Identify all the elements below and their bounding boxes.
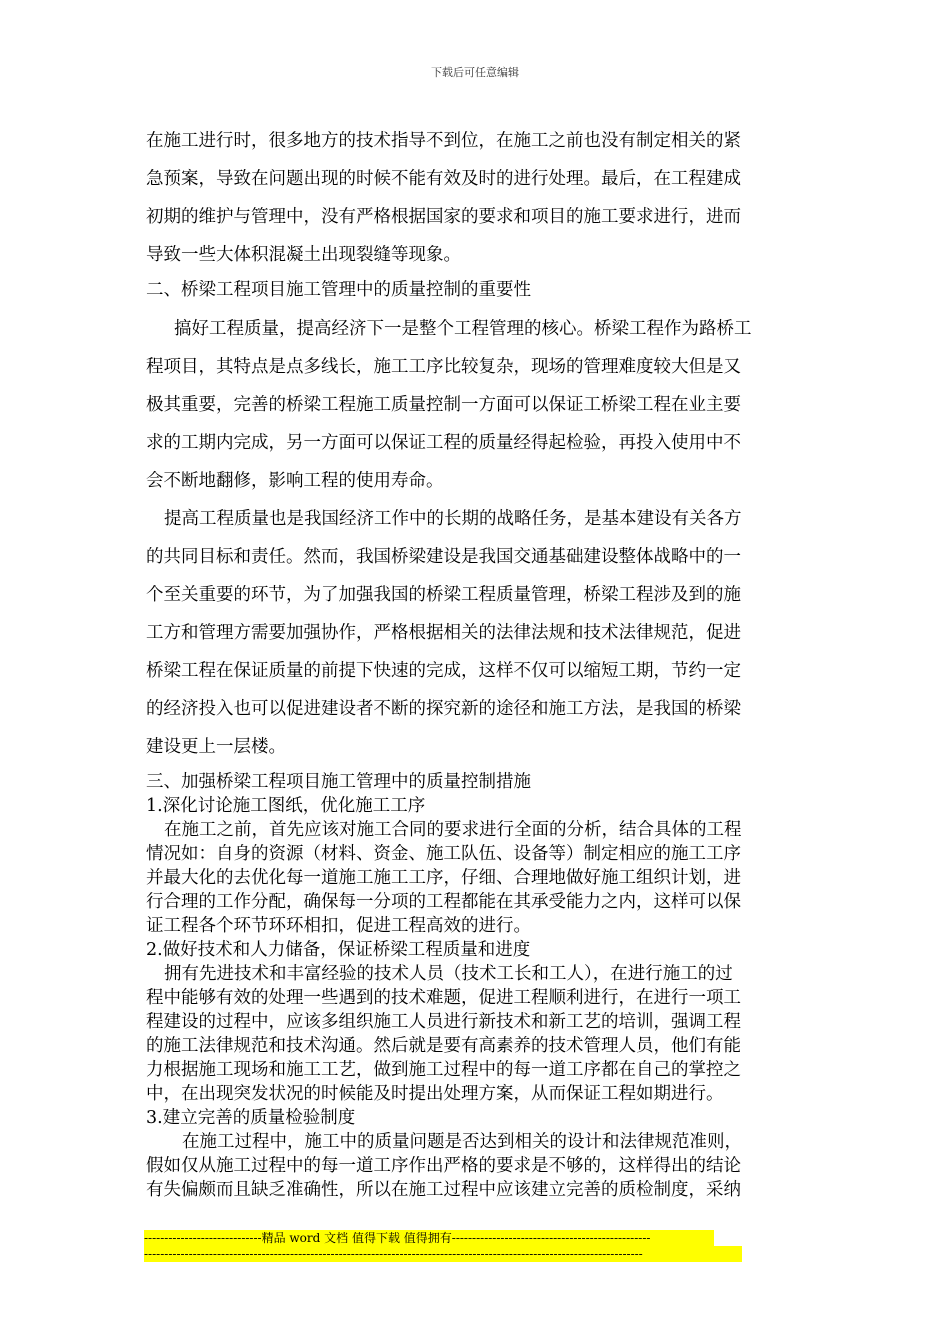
text-line: 拥有先进技术和丰富经验的技术人员（技术工长和工人），在进行施工的过 [164,964,733,984]
section-3 [146,770,806,1202]
text-line: 在施工之前，首先应该对施工合同的要求进行全面的分析，结合具体的工程 [164,820,742,840]
footer-divider: --------------------------------------------------------------------------------------------------------------------------- [144,1246,742,1262]
text-line: 行合理的工作分配，确保每一分项的工程都能在其承受能力之内，这样可以保 [146,892,741,912]
text-line: 导致一些大体积混凝土出现裂缝等现象。 [146,245,461,265]
paragraph-importance-2 [146,500,806,766]
paragraph-continuation [146,122,806,274]
text-line: 极其重要，完善的桥梁工程施工质量控制一方面可以保证工桥梁工程在业主要 [146,395,741,415]
page-footer [144,1230,742,1262]
text-line: 搞好工程质量，提高经济下一是整个工程管理的核心。桥梁工程作为路桥工 [174,319,752,339]
text-line: 个至关重要的环节，为了加强我国的桥梁工程质量管理，桥梁工程涉及到的施 [146,585,741,605]
subsection-heading-2: 2.做好技术和人力储备，保证桥梁工程质量和进度 [146,940,531,960]
text-line: 会不断地翻修，影响工程的使用寿命。 [146,471,444,491]
text-line: 情况如：自身的资源（材料、资金、施工队伍、设备等）制定相应的施工工序 [146,844,741,864]
text-line: 的共同目标和责任。然而，我国桥梁建设是我国交通基础建设整体战略中的一 [146,547,741,567]
text-line: 在施工过程中，施工中的质量问题是否达到相关的设计和法律规范准则， [182,1132,742,1152]
section-heading-3: 三、加强桥梁工程项目施工管理中的质量控制措施 [146,772,531,792]
section-heading-2: 二、桥梁工程项目施工管理中的质量控制的重要性 [146,280,531,300]
text-line: 急预案，导致在问题出现的时候不能有效及时的进行处理。最后，在工程建成 [146,169,741,189]
subsection-heading-3: 3.建立完善的质量检验制度 [146,1108,356,1128]
page-header: 下载后可任意编辑 [431,66,519,79]
paragraph-importance-1 [146,310,806,500]
text-line: 程中能够有效的处理一些遇到的技术难题，促进工程顺利进行，在进行一项工 [146,988,741,1008]
text-line: 提高工程质量也是我国经济工作中的长期的战略任务，是基本建设有关各方 [164,509,742,529]
document-body [146,122,806,1202]
text-line: 初期的维护与管理中，没有严格根据国家的要求和项目的施工要求进行，进而 [146,207,741,227]
text-line: 有失偏颇而且缺乏准确性，所以在施工过程中应该建立完善的质检制度，采纳 [146,1180,741,1200]
text-line: 力根据施工现场和施工工艺，做到施工过程中的每一道工序都在自己的掌控之 [146,1060,741,1080]
text-line: 并最大化的去优化每一道施工施工工序，仔细、合理地做好施工组织计划，进 [146,868,741,888]
text-line: 工方和管理方需要加强协作，严格根据相关的法律法规和技术法律规范，促进 [146,623,741,643]
text-line: 桥梁工程在保证质量的前提下快速的完成，这样不仅可以缩短工期，节约一定 [146,661,741,681]
text-line: 中，在出现突发状况的时候能及时提出处理方案，从而保证工程如期进行。 [146,1084,724,1104]
text-line: 在施工进行时，很多地方的技术指导不到位，在施工之前也没有制定相关的紧 [146,131,741,151]
text-line: 程建设的过程中，应该多组织施工人员进行新技术和新工艺的培训，强调工程 [146,1012,741,1032]
text-line: 求的工期内完成，另一方面可以保证工程的质量经得起检验，再投入使用中不 [146,433,741,453]
text-line: 假如仅从施工过程中的每一道工序作出严格的要求是不够的，这样得出的结论 [146,1156,741,1176]
subsection-heading-1: 1.深化讨论施工图纸，优化施工工序 [146,796,426,816]
text-line: 证工程各个环节环环相扣，促进工程高效的进行。 [146,916,531,936]
footer-banner: -----------------------------精品 word 文档 值得下载 值得拥有------------------------------------------------- [144,1230,714,1246]
text-line: 程项目，其特点是点多线长，施工工序比较复杂，现场的管理难度较大但是又 [146,357,741,377]
text-line: 的经济投入也可以促进建设者不断的探究新的途径和施工方法，是我国的桥梁 [146,699,741,719]
text-line: 建设更上一层楼。 [146,737,286,757]
text-line: 的施工法律规范和技术沟通。然后就是要有高素养的技术管理人员，他们有能 [146,1036,741,1056]
